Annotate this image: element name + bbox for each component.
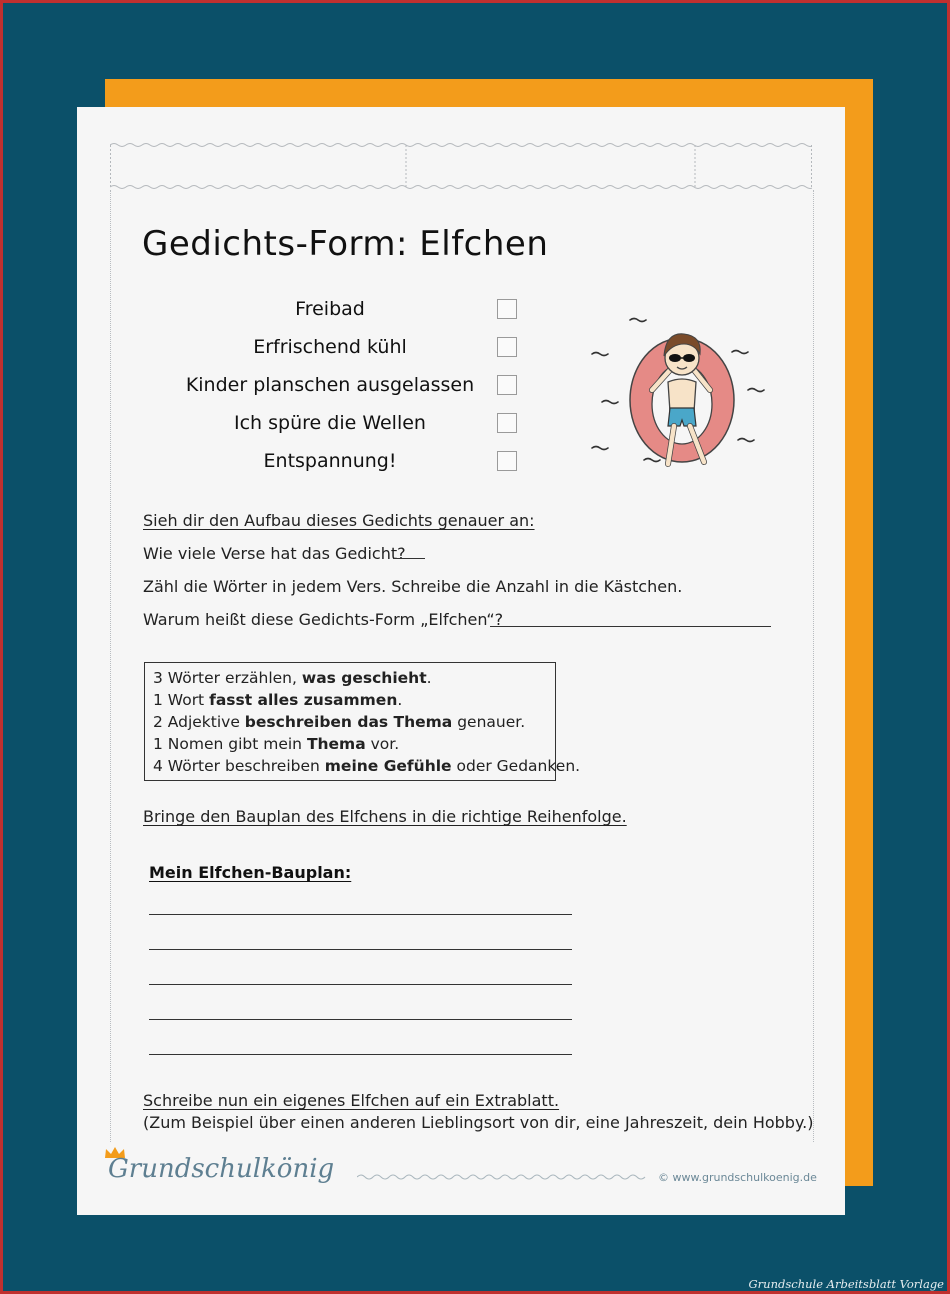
page-title: Gedichts-Form: Elfchen [142,224,549,264]
footer-wave-line [357,1170,652,1184]
bauplan-part-2-segment-2: fasst alles zusammen [209,691,398,709]
header-wave-top [110,144,812,147]
write-line-2[interactable] [149,949,572,950]
write-line-4[interactable] [149,1019,572,1020]
poem-verse-5: Entspannung! [263,450,397,472]
write-line-5[interactable] [149,1054,572,1055]
header-wave-bottom [110,186,812,189]
word-count-box-1[interactable] [497,299,517,319]
bauplan-part-1-segment-1: 3 Wörter erzählen, [153,669,302,687]
word-count-box-3[interactable] [497,375,517,395]
poem-verse-1: Freibad [295,298,365,320]
bauplan-part-3-segment-3: genauer. [452,713,526,731]
poem-verse-4: Ich spüre die Wellen [234,412,426,434]
bauplan-part-2-segment-1: 1 Wort [153,691,210,709]
final-hint: (Zum Beispiel über einen anderen Lieblingsort von dir, eine Jahreszeit, dein Hobby.) [143,1113,814,1132]
answer-blank-elfchen-name[interactable] [490,626,771,627]
poem-verse-3: Kinder planschen ausgelassen [185,374,475,396]
bauplan-part-4-segment-1: 1 Nomen gibt mein [153,735,307,753]
order-task: Bringe den Bauplan des Elfchens in die richtige Reihenfolge. [143,807,627,826]
header-band [110,142,812,190]
bauplan-part-4-segment-2: Thema [306,735,366,753]
instructions-heading: Sieh dir den Aufbau dieses Gedichts genauer an: [143,511,535,530]
plan-title: Mein Elfchen-Bauplan: [149,863,352,882]
write-line-1[interactable] [149,914,572,915]
bauplan-part-1-segment-3: . [426,669,432,687]
bauplan-parts-box [144,662,581,781]
child-swim-ring-illustration [584,312,770,482]
bauplan-part-1-segment-2: was geschieht [301,669,427,687]
bauplan-part-5-segment-1: 4 Wörter beschreiben [153,757,325,775]
bauplan-part-1 [153,669,432,687]
bauplan-part-3 [153,713,525,731]
question-verse-count: Wie viele Verse hat das Gedicht? [143,544,406,563]
bauplan-part-4-segment-3: vor. [365,735,400,753]
bauplan-part-3-segment-2: beschreiben das Thema [244,713,453,731]
bauplan-part-5 [153,757,580,775]
task-count-words: Zähl die Wörter in jedem Vers. Schreibe die Anzahl in die Kästchen. [143,577,683,596]
watermark-text: Grundschule Arbeitsblatt Vorlage [748,1277,944,1291]
word-count-box-5[interactable] [497,451,517,471]
bauplan-part-4 [153,735,399,753]
final-task: Schreibe nun ein eigenes Elfchen auf ein Extrablatt. [143,1091,560,1110]
word-count-box-4[interactable] [497,413,517,433]
bauplan-part-5-segment-2: meine Gefühle [324,757,452,775]
answer-blank-verse-count[interactable] [393,558,425,559]
poem-verse-2: Erfrischend kühl [253,336,407,358]
bauplan-part-2 [153,691,402,709]
bauplan-part-3-segment-1: 2 Adjektive [153,713,245,731]
question-elfchen-name: Warum heißt diese Gedichts-Form „Elfchen“? [143,610,504,629]
bauplan-part-5-segment-3: oder Gedanken. [451,757,581,775]
bauplan-part-2-segment-3: . [397,691,403,709]
word-count-box-2[interactable] [497,337,517,357]
write-line-3[interactable] [149,984,572,985]
website-url: © www.grundschulkoenig.de [658,1171,817,1184]
brand-logo-text: Grundschulkönig [108,1154,335,1184]
